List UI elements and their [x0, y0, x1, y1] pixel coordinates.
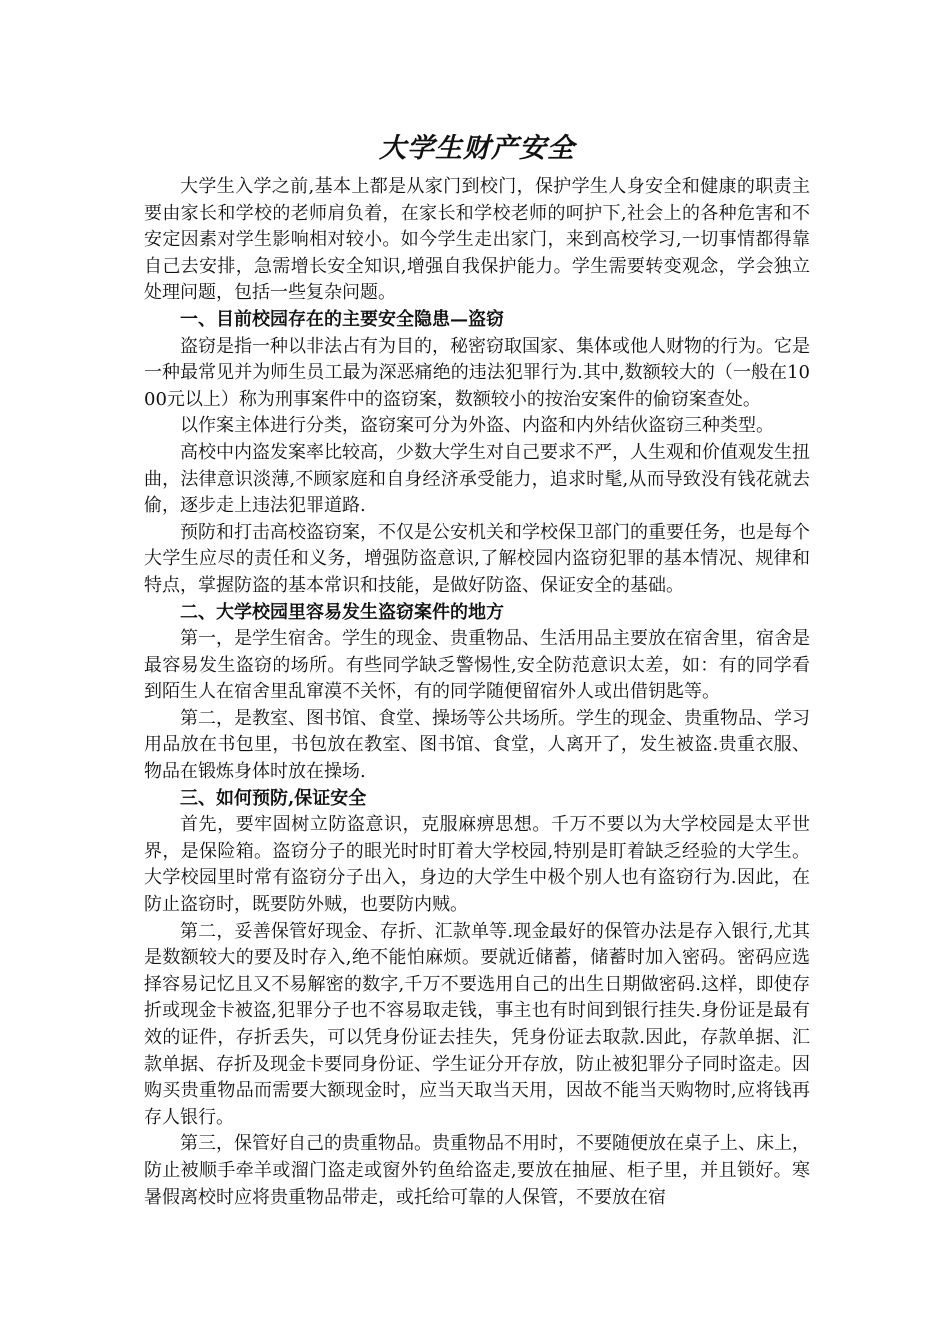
paragraph: 高校中内盗发案率比较高，少数大学生对自己要求不严，人生观和价值观发生扭曲，法律意识淡薄,不顾家庭和自身经济承受能力，追求时髦,从而导致没有钱花就去偷，逐步走上违法犯罪道路.	[144, 441, 810, 517]
section-heading: 二、大学校园里容易发生盗窃案件的地方	[180, 601, 504, 623]
paragraph: 第二，妥善保管好现金、存折、汇款单等.现金最好的保管办法是存入银行,尤其是数额较大的要及时存入,绝不能怕麻烦。要就近储蓄，储蓄时加入密码。密码应选择容易记忆且又不易解密的数字,千万不要选用自己的出生日期做密码.这样，即使存折或现金卡被盗,犯罪分子也不容易取走钱，事主也有时间到银行挂失.身份证是最有效的证件，存折丢失，可以凭身份证去挂失，凭身份证去取款.因此，存款单据、汇款单据、存折及现金卡要同身份证、学生证分开存放，防止被犯罪分子同时盗走。因购买贵重物品而需要大额现金时，应当天取当天用，因故不能当天购物时,应将钱再存人银行。	[144, 920, 810, 1128]
section-heading: 三、如何预防,保证安全	[180, 787, 367, 809]
document-page	[144, 128, 810, 1211]
paragraph: 大学生入学之前,基本上都是从家门到校门，保护学生人身安全和健康的职责主要由家长和学校的老师肩负着，在家长和学校老师的呵护下,社会上的各种危害和不安定因素对学生影响相对较小。如今学生走出家门，来到高校学习,一切事情都得靠自己去安排，急需增长安全知识,增强自我保护能力。学生需要转变观念，学会独立处理问题，包括一些复杂问题。	[144, 176, 810, 304]
paragraph: 首先，要牢固树立防盗意识，克服麻痹思想。千万不要以为大学校园是太平世界，是保险箱。盗窃分子的眼光时时盯着大学校园,特别是盯着缺乏经验的大学生。大学校园里时常有盗窃分子出入，身边的大学生中极个别人也有盗窃行为.因此，在防止盗窃时，既要防外贼，也要防内贼。	[144, 814, 810, 916]
section-heading: 一、目前校园存在的主要安全隐患—盗窃	[180, 308, 504, 330]
paragraph: 以作案主体进行分类，盗窃案可分为外盗、内盗和内外结伙盗窃三种类型。	[180, 415, 774, 437]
paragraph: 第三，保管好自己的贵重物品。贵重物品不用时，不要随便放在桌子上、床上，防止被顺手牵羊或溜门盗走或窗外钓鱼给盗走,要放在抽屉、柜子里，并且锁好。寒暑假离校时应将贵重物品带走，或托给可靠的人保管，不要放在宿	[144, 1133, 810, 1208]
paragraph: 预防和打击高校盗窃案，不仅是公安机关和学校保卫部门的重要任务，也是每个大学生应尽的责任和义务，增强防盗意识,了解校园内盗窃犯罪的基本情况、规律和特点，掌握防盗的基本常识和技能，是做好防盗、保证安全的基础。	[144, 521, 810, 596]
paragraph: 盗窃是指一种以非法占有为目的，秘密窃取国家、集体或他人财物的行为。它是一种最常见并为师生员工最为深恶痛绝的违法犯罪行为.其中,数额较大的（一般在1000元以上）称为刑事案件中的盗窃案，数额较小的按治安案件的偷窃案查处。	[144, 335, 810, 410]
document-title: 大学生财产安全	[379, 133, 575, 164]
paragraph: 第一，是学生宿舍。学生的现金、贵重物品、生活用品主要放在宿舍里，宿舍是最容易发生盗窃的场所。有些同学缺乏警惕性,安全防范意识太差，如：有的同学看到陌生人在宿舍里乱窜漠不关怀，有的同学随便留宿外人或出借钥匙等。	[144, 628, 810, 703]
paragraph: 第二，是教室、图书馆、食堂、操场等公共场所。学生的现金、贵重物品、学习用品放在书包里，书包放在教室、图书馆、食堂，人离开了，发生被盗.贵重衣服、物品在锻炼身体时放在操场.	[144, 707, 810, 783]
